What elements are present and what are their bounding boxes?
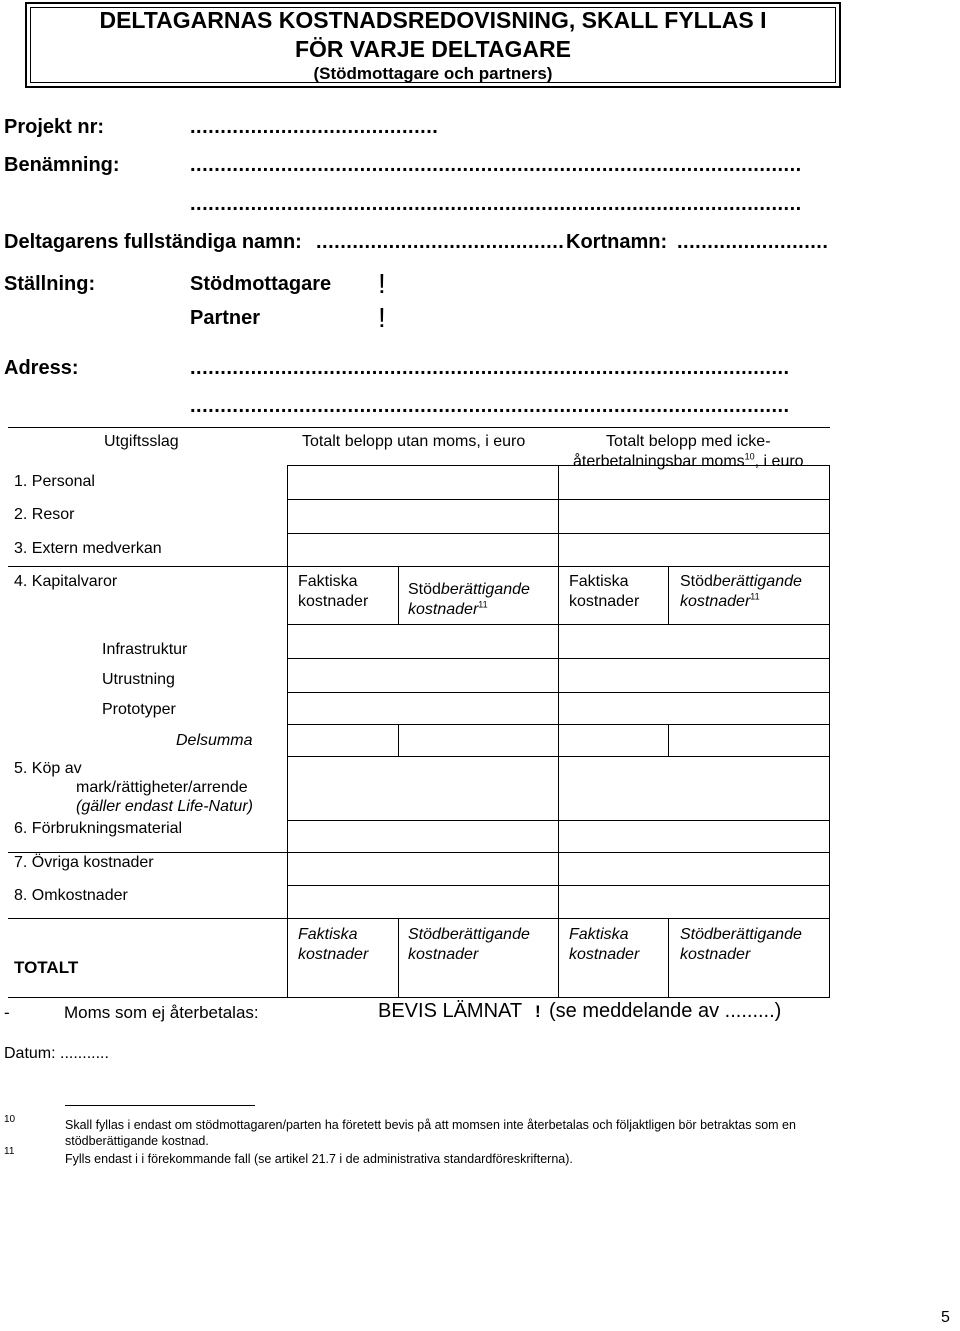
partner-checkbox[interactable]: ! [378, 302, 386, 333]
datum-field[interactable]: Datum: ........... [4, 1045, 109, 1062]
col-stod-1-line2: kostnader$^{11}$ [408, 599, 488, 618]
col-stod-2-line1: Stödberättigande [680, 573, 802, 590]
page-number: 5 [941, 1309, 950, 1326]
adress-label: Adress: [4, 357, 79, 379]
table-row-divider [287, 885, 830, 886]
row-mark-line2: mark/rättigheter/arrende [76, 779, 248, 796]
projekt-field[interactable]: ......................................... [190, 116, 439, 138]
tot-faktiska-2-line2: kostnader [569, 946, 640, 963]
table-col-divider [668, 918, 669, 998]
table-row-divider [287, 820, 830, 821]
table-row-divider [287, 756, 830, 757]
row-delsumma: Delsumma [176, 732, 253, 749]
row-mark-line1: 5. Köp av [14, 760, 82, 777]
benamning-field-1[interactable]: ..................................................................................................... [190, 154, 802, 176]
namn-field[interactable]: ......................................... [316, 231, 565, 253]
adress-field-1[interactable]: ................................................................................................... [190, 357, 790, 379]
table-col-divider [398, 918, 399, 998]
bevis-label: BEVIS LÄMNAT [378, 1000, 523, 1022]
table-row-divider [8, 918, 830, 919]
tot-stod-1-line1: Stödberättigande [408, 926, 530, 943]
table-col-divider [287, 465, 288, 567]
footnote-text: Skall fyllas i endast om stödmottagaren/parten ha företett bevis på att momsen inte återbetalas och följaktligen bör betraktas som en [65, 1118, 796, 1132]
col-faktiska-1-line1: Faktiska [298, 573, 358, 590]
table-col-divider [829, 465, 830, 567]
table-top-border [8, 427, 830, 428]
moms-dash: - [4, 1003, 10, 1022]
adress-field-2[interactable]: ................................................................................................... [190, 395, 790, 417]
tot-faktiska-1-line2: kostnader [298, 946, 369, 963]
stallning-label: Ställning: [4, 273, 96, 295]
bevis-checkbox[interactable]: ! [535, 1002, 541, 1021]
tot-faktiska-1-line1: Faktiska [298, 926, 358, 943]
row-extern: 3. Extern medverkan [14, 540, 162, 557]
col-faktiska-1-line2: kostnader [298, 593, 369, 610]
row-omkostnader: 8. Omkostnader [14, 887, 128, 904]
row-kapitalvaror: 4. Kapitalvaror [14, 573, 118, 590]
moms-label: Moms som ej återbetalas: [64, 1003, 259, 1022]
table-col-divider [558, 465, 559, 567]
stodmottagare-label: Stödmottagare [190, 273, 332, 295]
tot-stod-2-line2: kostnader [680, 946, 751, 963]
header-med-moms-line1: Totalt belopp med icke- [606, 433, 771, 450]
footnote-number: 10 [4, 1114, 16, 1125]
col-faktiska-2-line1: Faktiska [569, 573, 629, 590]
stodmottagare-checkbox[interactable]: ! [378, 268, 386, 299]
totalt-label: TOTALT [14, 958, 79, 977]
row-personal: 1. Personal [14, 473, 95, 490]
tot-faktiska-2-line1: Faktiska [569, 926, 629, 943]
projekt-label: Projekt nr: [4, 116, 105, 138]
row-ovriga: 7. Övriga kostnader [14, 854, 154, 871]
table-col-divider [668, 724, 669, 756]
row-prototyper: Prototyper [102, 701, 176, 718]
kortnamn-field[interactable]: ......................... [677, 231, 829, 253]
table-bottom-border [8, 997, 830, 998]
footnote-separator [65, 1105, 255, 1106]
table-row-divider [8, 566, 830, 567]
row-infrastruktur: Infrastruktur [102, 641, 188, 658]
partner-label: Partner [190, 307, 261, 329]
col-stod-1-line1: Stödberättigande [408, 581, 530, 598]
namn-label: Deltagarens fullständiga namn: [4, 231, 302, 253]
footnote-text: Fylls endast i i förekommande fall (se artikel 21.7 i de administrativa standardföreskrifterna). [65, 1152, 573, 1166]
row-resor: 2. Resor [14, 506, 75, 523]
table-row-divider [287, 533, 830, 534]
tot-stod-1-line2: kostnader [408, 946, 479, 963]
table-row-divider [287, 624, 830, 625]
row-mark-line3: (gäller endast Life-Natur) [76, 798, 253, 815]
table-col-divider [287, 566, 288, 998]
table-col-divider [398, 566, 399, 624]
footnote-text: stödberättigande kostnad. [65, 1134, 209, 1148]
col-faktiska-2-line2: kostnader [569, 593, 640, 610]
header-utan-moms: Totalt belopp utan moms, i euro [302, 433, 526, 450]
table-row-divider [287, 724, 830, 725]
header-utgiftsslag: Utgiftsslag [104, 433, 179, 450]
table-col-divider [668, 566, 669, 624]
header-med-moms-line2: återbetalningsbar moms$^{10}$, i euro [573, 451, 804, 470]
row-utrustning: Utrustning [102, 671, 175, 688]
footnote-number: 11 [4, 1146, 15, 1157]
tot-stod-2-line1: Stödberättigande [680, 926, 802, 943]
meddelande-text: (se meddelande av .........) [549, 1000, 782, 1022]
table-row-divider [287, 658, 830, 659]
kortnamn-label: Kortnamn: [566, 231, 668, 253]
col-stod-2-line2: kostnader$^{11}$ [680, 591, 760, 610]
benamning-label: Benämning: [4, 154, 120, 176]
page-title-line2: FÖR VARJE DELTAGARE [294, 36, 571, 62]
row-forbrukningsmaterial: 6. Förbrukningsmaterial [14, 820, 183, 837]
table-row-divider [287, 692, 830, 693]
table-row-divider [287, 499, 830, 500]
table-col-divider [829, 566, 830, 998]
page-subtitle: (Stödmottagare och partners) [313, 64, 553, 83]
benamning-field-2[interactable]: ..................................................................................................... [190, 193, 802, 215]
page-title-line1: DELTAGARNAS KOSTNADSREDOVISNING, SKALL FYLLAS I [99, 7, 767, 33]
table-col-divider [398, 724, 399, 756]
table-col-divider [558, 566, 559, 998]
